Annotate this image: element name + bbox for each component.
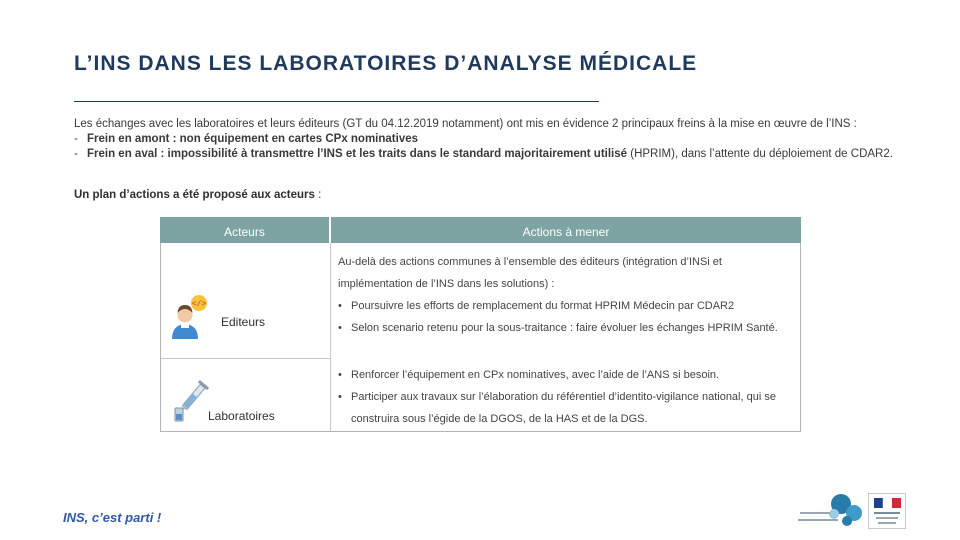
syringe-icon (171, 378, 211, 423)
actions-editeurs (338, 251, 793, 339)
action-item (338, 317, 793, 339)
action-table (160, 217, 801, 432)
action-item (338, 295, 793, 317)
header-actions: Actions à mener (522, 225, 610, 239)
column-divider (330, 243, 331, 431)
action-item (338, 386, 793, 430)
plan-heading (74, 189, 321, 201)
intro-text (74, 117, 904, 162)
action-text: Poursuivre les efforts de remplacement du format HPRIM Médecin par CDAR2 (351, 300, 735, 312)
action-text: Participer aux travaux sur l’élaboration du référentiel d’identito-vigilance national, qui se construira sous l’égide de la DGOS, de la HAS et de la DGS. (351, 391, 776, 425)
developer-icon (169, 293, 213, 341)
title-underline (74, 101, 599, 102)
action-text: Selon scenario retenu pour la sous-traitance : faire évoluer les échanges HPRIM Santé. (351, 322, 778, 334)
intro-lead: Les échanges avec les laboratoires et leurs éditeurs (GT du 04.12.2019 notamment) ont mis en évidence 2 principaux freins à la mise en œuvre de l’INS : (74, 118, 857, 130)
actions-laboratoires (338, 364, 793, 430)
page-title: L’INS DANS LES LABORATOIRES D’ANALYSE MÉDICALE (74, 52, 698, 75)
header-actors: Acteurs (160, 217, 331, 243)
intro-bullet (74, 147, 904, 162)
actor-laboratoires: Laboratoires (208, 409, 275, 423)
bullet-dot: • (338, 369, 342, 381)
action-text: Renforcer l’équipement en CPx nominatives, avec l’aide de l’ANS si besoin. (351, 369, 720, 381)
bullet-dot: • (338, 300, 342, 312)
ans-logo (798, 492, 868, 528)
bullet-dot: • (338, 391, 342, 403)
table-body (160, 243, 801, 432)
bullet-dot: • (338, 322, 342, 334)
actor-editeurs: Editeurs (221, 315, 266, 329)
table-header (160, 217, 801, 243)
bullet-rest: (HPRIM), dans l’attente du déploiement de CDAR2. (627, 148, 893, 160)
bullet-dash: - (74, 133, 78, 145)
action-item (338, 364, 793, 386)
code-badge-text: </> (191, 300, 207, 309)
bullet-text (87, 132, 418, 147)
plan-bold: Un plan d’actions a été proposé aux acteurs (74, 189, 315, 201)
republique-francaise-logo (868, 493, 906, 529)
bullet-text (87, 147, 893, 162)
bullet-dash: - (74, 148, 78, 160)
actions-lead: Au-delà des actions communes à l’ensemble des éditeurs (intégration d’INSi et implémentation de l’INS dans les solutions) : (338, 256, 722, 290)
bullet-bold: Frein en amont : non équipement en cartes CPx nominatives (87, 133, 419, 145)
row-divider (161, 358, 331, 359)
ins-tagline-logo: INS, c’est parti ! (63, 510, 162, 525)
bullet-bold: Frein en aval : impossibilité à transmettre l’INS et les traits dans le standard majoritairement utilisé (87, 148, 628, 160)
intro-bullet (74, 132, 904, 147)
plan-rest: : (314, 189, 322, 201)
